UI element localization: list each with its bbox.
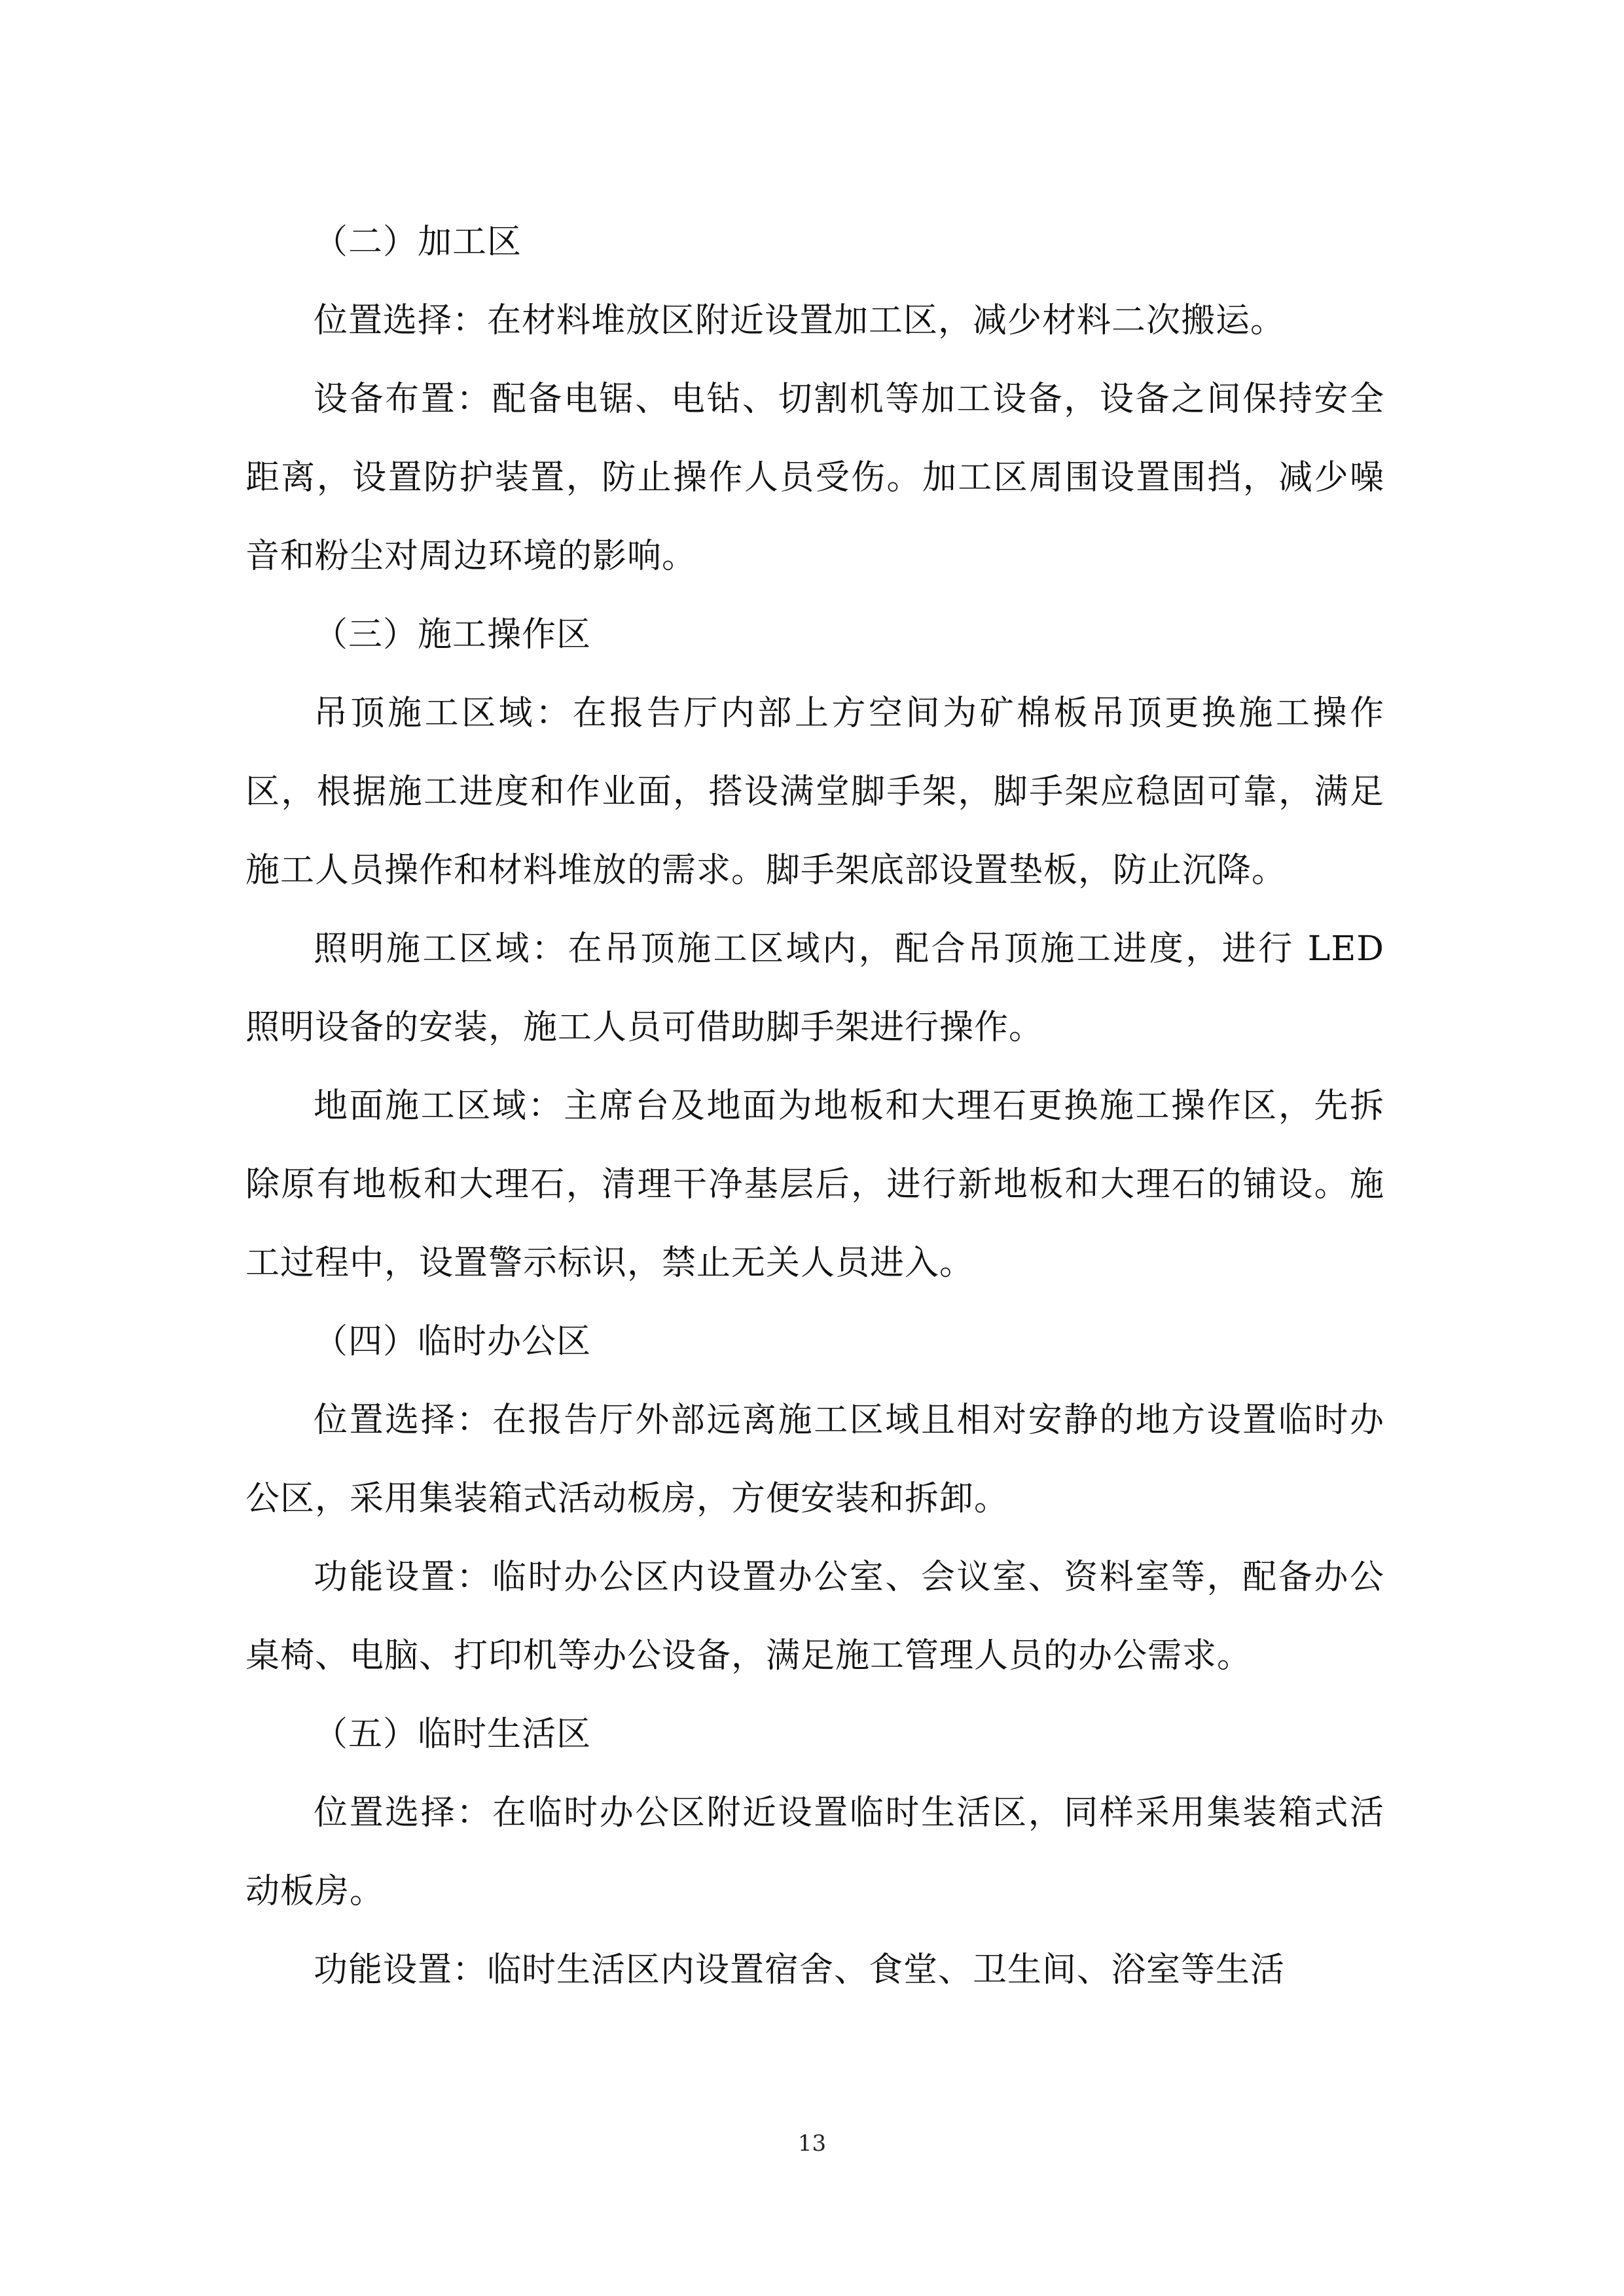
paragraph-floor-area: 地面施工区域：主席台及地面为地板和大理石更换施工操作区，先拆除原有地板和大理石，清理干净基层后，进行新地板和大理石的铺设。施工过程中，设置警示标识，禁止无关人员进入。: [245, 1086, 1384, 1283]
section-heading-temporary-living: （五）临时生活区: [314, 1715, 592, 1754]
page-number: 13: [797, 2130, 827, 2157]
paragraph-living-location: 位置选择：在临时办公区附近设置临时生活区，同样采用集装箱式活动板房。: [245, 1793, 1384, 1911]
section-heading-processing-area: （二）加工区: [314, 223, 522, 262]
paragraph-office-function: 功能设置：临时办公区内设置办公室、会议室、资料室等，配备办公桌椅、电脑、打印机等办公设备，满足施工管理人员的办公需求。: [245, 1558, 1384, 1676]
paragraph-living-function: 功能设置：临时生活区内设置宿舍、食堂、卫生间、浴室等生活: [314, 1950, 1286, 1990]
paragraph-lighting-area: 照明施工区域：在吊顶施工区域内，配合吊顶施工进度，进行 LED 照明设备的安装，施工人员可借助脚手架进行操作。: [245, 929, 1384, 1047]
paragraph-ceiling-area: 吊顶施工区域：在报告厅内部上方空间为矿棉板吊顶更换施工操作区，根据施工进度和作业面，搭设满堂脚手架，脚手架应稳固可靠，满足施工人员操作和材料堆放的需求。脚手架底部设置垫板，防止沉降。: [245, 694, 1384, 890]
paragraph-processing-equipment: 设备布置：配备电锯、电钻、切割机等加工设备，设备之间保持安全距离，设置防护装置，防止操作人员受伤。加工区周围设置围挡，减少噪音和粉尘对周边环境的影响。: [245, 380, 1384, 576]
section-heading-temporary-office: （四）临时办公区: [314, 1322, 592, 1361]
document-body: [245, 203, 1384, 2009]
paragraph-processing-location: 位置选择：在材料堆放区附近设置加工区，减少材料二次搬运。: [314, 301, 1286, 340]
section-heading-operation-area: （三）施工操作区: [314, 615, 592, 655]
paragraph-office-location: 位置选择：在报告厅外部远离施工区域且相对安静的地方设置临时办公区，采用集装箱式活动板房，方便安装和拆卸。: [245, 1401, 1384, 1518]
